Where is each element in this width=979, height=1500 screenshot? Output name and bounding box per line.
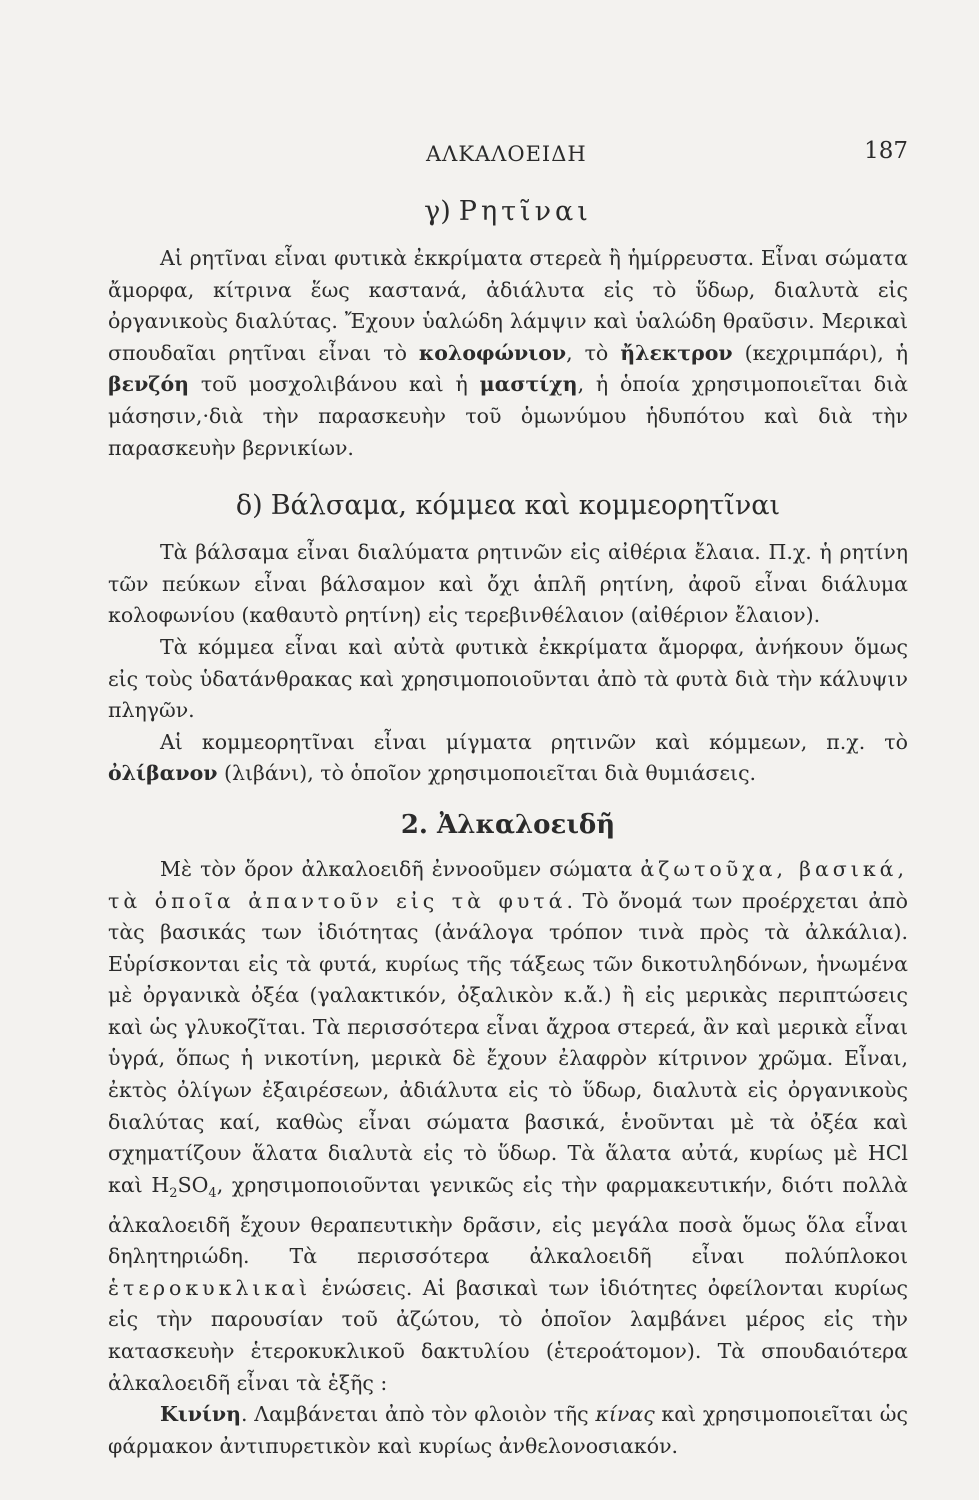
- text-run: Αἱ κομμεορητῖναι εἶναι μίγματα ρητινῶν καὶ κόμμεων, π.χ. τὸ: [160, 729, 908, 754]
- section-title: Βάλσαμα, κόμμεα καὶ κομμεορητῖναι: [270, 490, 781, 522]
- term-colophony: κολοφώνιον: [418, 340, 567, 365]
- term-frankincense: ὀλίβανον: [108, 761, 218, 786]
- text-run: . Τὸ ὄνομά των προέρχεται ἀπὸ τὰς βασικάς των ἰδιότητας (ἀνάλογα τρόπον τινὰ πρὸς τὰ ἀλκάλια). Εὑρίσκονται εἰς τὰ φυτά, κυρίως τῆς τάξεως τῶν δικοτυληδόνων, ἡνωμένα μὲ ὀργανικὰ ὀξέα (γαλακτικόν, ὀξαλικὸν κ.ἄ.) ἢ εἰς μερικὰς περιπτώσεις καὶ ὡς γλυκοζῖται. Τὰ περισσότερα εἶναι ἄχροα στερεά, ἂν καὶ μερικὰ εἶναι ὑγρά, ὅπως ἡ νικοτίνη, μερικὰ δὲ ἔχουν ἐλαφρὸν κίτρινον χρῶμα. Εἶναι, ἐκτὸς ὀλίγων ἐξαιρέσεων, ἀδιάλυτα εἰς τὸ ὕδωρ, διαλυτὰ εἰς ὀργανικοὺς διαλύτας καί, καθὼς εἶναι σώματα βασικά, ἑνοῦνται μὲ τὰ ὀξέα καὶ σχηματίζουν ἅλατα διαλυτὰ εἰς τὸ ὕδωρ. Τὰ ἅλατα αὐτά, κυρίως μὲ HCl καὶ H: [108, 888, 908, 1197]
- section-title: Ρητῖναι: [458, 196, 592, 227]
- section-letter: γ): [424, 196, 451, 227]
- term-benzoin: βενζόη: [108, 372, 190, 397]
- subscript: 4: [208, 1185, 217, 1201]
- chapter-heading: [108, 810, 908, 840]
- term-amber: ἤλεκτρον: [620, 340, 733, 365]
- section-letter: δ): [235, 490, 263, 522]
- term-cinchona: κίνας: [595, 1402, 655, 1427]
- page-number: 187: [864, 138, 908, 164]
- text-run: (κεχριμπάρι), ἡ: [732, 340, 908, 365]
- paragraph-quinine: [108, 1399, 908, 1462]
- paragraph-gum-resins: [108, 727, 908, 790]
- paragraph-alkaloids: [108, 854, 908, 1399]
- text-run: (λιβάνι), τὸ ὁποῖον χρησιμοποιεῖται διὰ θυμιάσεις.: [217, 761, 757, 786]
- text-run: , χρησιμοποιοῦνται γενικῶς εἰς τὴν φαρμακευτικήν, διότι πολλὰ ἀλκαλοειδῆ ἔχουν θεραπευτικὴν δρᾶσιν, εἰς μεγάλα ποσὰ ὅμως ὅλα εἶναι δηλητηριώδη. Τὰ περισσότερα ἀλκαλοειδῆ εἶναι πολύπλοκοι: [108, 1172, 909, 1269]
- paragraph-gums: Τὰ κόμμεα εἶναι καὶ αὐτὰ φυτικὰ ἐκκρίματα ἄμορφα, ἀνήκουν ὅμως εἰς τοὺς ὑδατάνθρακας καὶ χρησιμοποιοῦνται ἀπὸ τὰ φυτὰ διὰ τὴν κάλυψιν πληγῶν.: [108, 634, 908, 723]
- text-run: καὶ χρησιμοποιεῖται ὡς φάρμακον ἀντιπυρετικὸν καὶ κυρίως ἀνθελονοσιακόν.: [108, 1402, 908, 1458]
- text-run: , τὸ: [566, 340, 621, 365]
- text-run: Αἱ ρητῖναι εἶναι φυτικὰ ἐκκρίματα στερεὰ ἢ ἡμίρρευστα. Εἶναι σώματα ἄμορφα, κίτρινα ἕως καστανά, ἀδιάλυτα εἰς τὸ ὕδωρ, διαλυτὰ εἰς ὀργανικοὺς διαλύτας. Ἔχουν ὑαλώδη λάμψιν καὶ ὑαλώδη θραῦσιν. Μερικαὶ σπουδαῖαι ρητῖναι εἶναι τὸ: [108, 246, 908, 365]
- paragraph-resins: [108, 243, 908, 464]
- spaced-term: ἑτεροκυκλικαὶ: [108, 1275, 312, 1300]
- running-header: [108, 130, 908, 170]
- paragraph-balsams: Τὰ βάλσαμα εἶναι διαλύματα ρητινῶν εἰς αἰθέρια ἔλαια. Π.χ. ἡ ρητίνη τῶν πεύκων εἶναι βάλσαμον καὶ ὄχι ἁπλῆ ρητίνη, ἀφοῦ εἶναι διάλυμα κολοφωνίου (καθαυτὸ ρητίνη) εἰς τερεβινθέλαιον (αἰθέριον ἔλαιον).: [108, 540, 908, 628]
- text-run: τοῦ μοσχολιβάνου καὶ ἡ: [189, 372, 480, 397]
- spaced-definition: ἀζωτοῦχα, βασικά, τὰ ὁποῖα ἀπαντοῦν εἰς τὰ φυτά: [108, 856, 908, 913]
- chapter-number: 2.: [400, 809, 428, 840]
- text-run: Μὲ τὸν ὅρον ἀλκαλοειδῆ ἐννοοῦμεν σώματα: [160, 856, 641, 881]
- text-run: , ἡ ὁποία χρησιμοποιεῖται διὰ μάσησιν,·διὰ τὴν παρασκευὴν τοῦ ὁμωνύμου ἡδυπότου καὶ διὰ τὴν παρασκευὴν βερνικίων.: [108, 372, 908, 460]
- section-heading-balsams: [108, 490, 908, 521]
- text-run: SO: [177, 1172, 209, 1197]
- text-run: . Λαμβάνεται ἀπὸ τὸν φλοιὸν τῆς: [241, 1402, 596, 1427]
- book-page: [108, 130, 908, 1462]
- term-quinine: Κινίνη: [160, 1402, 242, 1427]
- section-heading-resins: [108, 196, 908, 227]
- chapter-title: Ἀλκαλοειδῆ: [437, 809, 616, 840]
- running-title: ΑΛΚΑΛΟΕΙΔΗ: [426, 142, 587, 166]
- term-mastic: μαστίχη: [479, 372, 578, 397]
- text-run: ἑνώσεις. Αἱ βασικαὶ των ἰδιότητες ὀφείλονται κυρίως εἰς τὴν παρουσίαν τοῦ ἀζώτου, τὸ ὁποῖον λαμβάνει μέρος εἰς τὴν κατασκευὴν ἑτεροκυκλικοῦ δακτυλίου (ἑτεροάτομον). Τὰ σπουδαιότερα ἀλκαλοειδῆ εἶναι τὰ ἑξῆς :: [108, 1275, 908, 1395]
- subscript: 2: [169, 1185, 178, 1201]
